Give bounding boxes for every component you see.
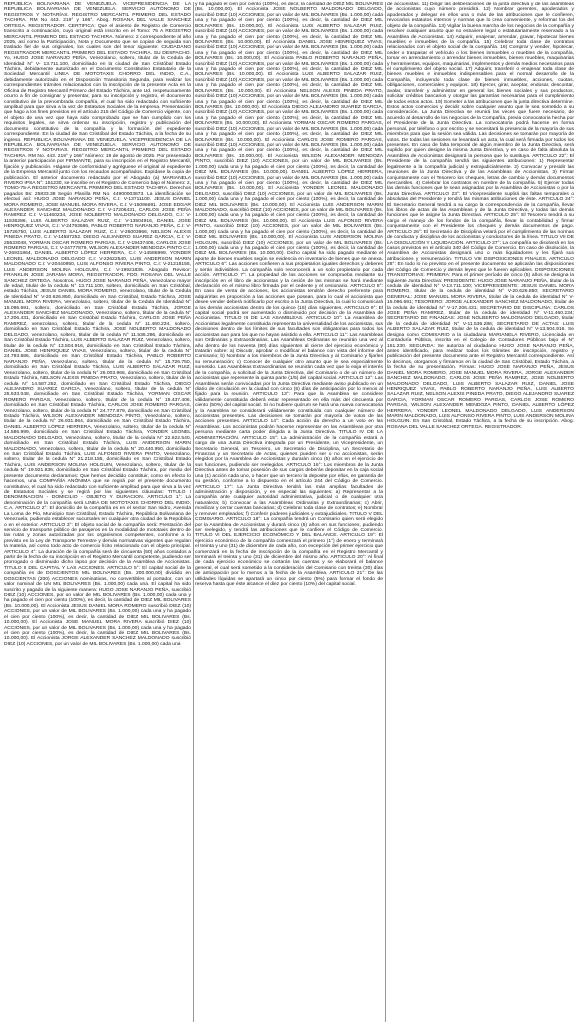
text-column-3 [387, 2, 574, 1022]
column-1-text: REPUBLICA BOLIVARIANA DE VENEZUELA. VICEPRESIDENCIA DE LA REPUBLICA BOLIVARIANA DE VENEZUELA. SERVICIO AUTÓNOMO DE REGISTROS Y NOTARÍAS. REGISTRO MERCANTIL PRIMERO DEL ESTADO TACHIRA. RM No 443. 219° y 166°. Abog. ROSANA DEL VALLE SANCHEZ ORTEGA. REGISTRADOR. CERTIFICA: Que el asiento de Registro de Comercio transcrito a continuación, cuyo original está inscrito en el Tomo: 75 A REGISTRO MERCANTIL PRIMERO DEL ESTADO TACHIRA. Número: 2 correspondiente al año 2025, así como la Participación, Nota y Documento que se copian de seguida son traslado fiel de sus originales, los cuales son del tenor siguiente: CIUDADANO REGISTRADOR MERCANTIL PRIMERO DEL ESTADO TACHIRA. SU DESPACHO. Yo, HUGO JOSE NARANJO PEÑA, Venezolano, soltero, titular de la Cedula de Identidad N° V- 13.711.100, domiciliado en la ciudad de San Cristóbal Estado Táchira, debidamente autorizado en el Documento Constitutivo Estatutario de la Sociedad Mercantil LINEA DE MOTOTAXIS CHORRO DEL INDIO, C.A., debidamente autorizado en el Disposición Transitoria Segunda, para realizar los correspondientes trámites relacionados con la inscripción de la presente Acta en la Oficina de Registro Mercantil Primero del Estado Táchira, ante Ud. respetuosamente ocurro a fin de consignar y presentar, para su inscripción y registro, el documento constitutivo de la prenombrada compañía, el cual ha sido redactado con suficiente amplitud para que sirva a la vez de Estatutos Sociales de la empresa. Presentación que hago a los fines previstos en el artículo 215 del Código de Comercio vigente, con el objeto de una vez que haya sido comprobado que se han cumplido con los requisitos legales, se sirva ordenar su inscripción, registro y publicación del documento constitutivo de la compañía y la formación del expediente correspondiente. En la ciudad de San Cristóbal del Estado Táchira, a la fecha de su ingreso. REPUBLICA BOLIVARIANA DE VENEZUELA. VICEPRESIDENCIA DE LA REPUBLICA BOLIVARIANA DE VENEZUELA. SERVICIO AUTONOMO DE REGISTROS Y NOTARIAS. REGISTRO MERCANTIL PRIMERO DEL ESTADO TACHIRA. RM No. 443. 219° y 166° Número: 19 de agosto de 2025. Por presentado la anterior participación por FIRMANTE, para su inscripción en el Registro Mercantil, fijación y publicación. Hágase de conformidad y agréguese el original al expediente de la Empresa Mercantil junto con los recaudos acompañados. Expídase la copia de publicación. El anterior documento redactado por el Abogado (a) MARIANELA RIVERO IPSA N°: 151230, se inscribe en el Registro de Comercio bajo el Número: 2, TOMO-75-A REGISTRO MERCANTIL PRIMERO DEL ESTADO TACHIRA. Derechos pagados Bs: 25833.38 Según Planilla RM No. 44900003873. La identificación se efectuó así: HUGO JOSE NARANJO PEÑA, C.I: V-13711100. JESUS DANIEL MORA ROMERO, JOSE MANUEL MORA RIVERA, C.I: V-15096691. JOSE EDGAR ALEXANDER SANCHEZ MALDONADO C.I: V-17206431, CARLOS JOSE PEÑA RAMIREZ C.I: V-11460234, JOSE NOLBERTO MALDONADO DELGADO, C.I: V-11536286, LUIS ALBERTO SALAZAR RUIZ, C.I: V-13504916, DANIEL JOSE HENRIQUEZ VIVAS, C.I: V-24793686, PABLO ROBERTO NARANJO PEÑA, C.I: V-15726750, LUIS ALBERTO SALAZAR RUIZ, C.I: V-26003966, NELSON ALEXIS PINEDA PRATO, C.I: V-14587252. DIEGO ALEJANDRO SUAREZ GARCIA, C.I: V-25533048, YORMAN OSCAR ROMERO PARGAS, C.I: V-19437406, CARLOS JOSE ROMERO PARGAS, C.I: V-24777879, WILSON ALEXANDER MENDOZA PINTO C.I: V-26931864, DANIEL ALBERTO LÓPEZ HERRERA, C.I: V-14586999, YONDER LEONEL MALDONADO DELGADO C.I: V-22622540, LUIS ANDERSON MARIN MALDONADO C.I: V-20440950, LUIS ALFONSO RIVERA PINTO, C.I: V-21218155, LUIS ANDERSON MOLINA HOLGUIN, C.I: V-19921836. Abogado Revisor: FRANKLIN JOSE JARAMA MORA, REGISTRADOR, FDO. ROSANA DEL VALLE SANCHEZ ORTEGA. Nosotros, HUGO JOSE NARANJO PEÑA, Venezolano mayor de edad, titular de la cedula N° 13.711.100, soltero, domiciliado en San Cristóbal, estado Táchira, JESUS DANIEL MORA ROMERO, venezolano, titular de la Cedula de Identidad N° V-20.626.850, domiciliado en San Cristóbal, Estado Táchira, JOSE MANUEL MORA RIVERA, Venezolano, soltero, titular de la Cedula de Identidad N° 15.096.691, soltero, domiciliado en San Cristóbal Estado Táchira, JORGE ALEXANDER SANCHEZ MALDONADO, Venezolano, soltero, titular de la cedula N° 17.206.431, domiciliado en San Cristóbal Estado Táchira, CARLOS JOSE PEÑA RAMIREZ, venezolano, soltero, titular de la cedula N° 11.460.234, soltero, domiciliado en San Cristóbal Estado Táchira, JOSE NOLBERTO MALDONADO DELGADO, venezolano, soltero, titular de la cedula N° 11.536.286, domiciliado en San Cristóbal Estado Táchira, LUIS ALBERTO SALAZAR RUIZ, Venezolano, soltero, titular de la cedula N° 13.504.916, domiciliado en San Cristóbal Estado Táchira, DANIEL JOSE HENRIQUEZ VIVAS, Venezolano, soltero, titular de la cedula N° 24.793.686, domiciliado en San Cristóbal Estado Táchira, PABLO ROBERTO NARANJO PEÑA, Venezolano, soltero, titular de la cedula N° 15.726.750, domiciliado en San Cristóbal Estado Táchira, LUIS ALBERTO SALAZAR RUIZ, Venezolano, soltero, titular de la cedula N° 26.003.966, domiciliado en San Cristóbal Estado Táchira, NELSON ALEXIS PINEDA PRATO, Venezolano, soltero, titular de la cedula N° 14.587.252, domiciliado en San Cristóbal Estado Táchira, DIEGO ALEJANDRO SUAREZ GARCIA, Venezolano, soltero, titular de la cedula N° 25.533.048, domiciliado en San Cristóbal Estado Táchira, YORMAN OSCAR ROMERO PARGAS, Venezolano, soltero, titular de la cedula N° 19.437.406, domiciliado en San Cristóbal Estado Táchira, CARLOS JOSE ROMERO PARGAS, Venezolano, soltero, titular de la cedula N° 24.777.879, domiciliado en San Cristóbal Estado Táchira, WILSON ALEXANDER MENDOZA PINTO, Venezolano, soltero, titular de la cedula N° 26.931.864, domiciliado en San Cristóbal Estado Táchira, DANIEL ALBERTO LÓPEZ HERRERA, Venezolano, soltero, titular de la cedula N° 14.586.999, domiciliado en San Cristóbal Estado Táchira, YONDER LEONEL MALDONADO DELGADO, Venezolano, soltero, titular de la cedula N° 22.622.540, domiciliado en San Cristóbal Estado Táchira, LUIS ANDERSON MARIN MALDONADO, Venezolano, soltero, titular de la cedula N° 20.440.950, domiciliado en San Cristóbal Estado Táchira, LUIS ALFONSO RIVERA PINTO, Venezolano, soltero, titular de la cedula N° 21.218.155, domiciliado en San Cristóbal Estado Táchira, LUIS ANDERSON MOLINA HOLGUIN, Venezolano, soltero, titular de la cedula N° 19.921.836, domiciliado en San Cristóbal Estado Táchira, por medio del presente documento declaramos: Que hemos decidido constituir, como en efecto lo hacemos, una COMPAÑÍA ANÓNIMA que se regirá por el presente documento constitutivo, el cual ha sido redactado con suficiente amplitud para que sirva a la vez de Estatutos Sociales y se regirá por las siguientes cláusulas: TITULO I DENOMINACION - DOMICILIO - OBJETO Y DURACION. ARTICULO 1°: La denominación de la compañía será LINEA DE MOTOTAXIS CHORRO DEL INDIO, C.A. ARTICULO 2°: El domicilio de la compañía es en el sector San Isidro, Avenida La Loma de Pío, Municipio San Cristóbal, Estado Táchira, República Bolivariana de Venezuela, pudiendo establecer sucursales en cualquier otra ciudad de la República o en el exterior. ARTICULO 3°: El objeto social de la compañía será: Prestación del servicio de transporte público de pasajeros en la modalidad de mototaxis dentro de las rutas y zonas autorizadas por los organismos competentes, conforme a lo previsto en la Ley de Transporte Terrestre y demás normativas vigentes que regulan la materia, así como todo acto de comercio lícito relacionado con el objeto principal. ARTICULO 4°: La duración de la compañía será de cincuenta (50) años contados a partir de la fecha de su inscripción en el Registro Mercantil competente, pudiendo ser prorrogado o disminuido dicho lapso por decisión de la Asamblea de Accionistas. TITULO II DEL CAPITAL Y LAS ACCIONES. ARTICULO 5°: El capital social de la compañía es de DOSCIENTOS MIL BOLIVARES (Bs. 200.000,00) dividido en DOSCIENTAS (200) ACCIONES nominativas, no convertibles al portador, con un valor nominal de UN MIL BOLIVARES (Bs. 1.000,00) cada una. El capital ha sido suscrito y pagado de la siguiente manera: HUGO JOSE NARANJO PEÑA, suscribió DIEZ (10) ACCIONES, por un valor de MIL BOLIVARES (Bs. 1.000,00) cada una y ha pagado el cien por ciento (100%), es decir, la cantidad de DIEZ MIL BOLIVARES (Bs. 10.000,00). El Accionista JESUS DANIEL MORA ROMERO suscribió DIEZ (10) ACCIONES, por un valor de MIL BOLIVARES (Bs. 1.000,00) cada una y ha pagado el cien por ciento (100%), es decir, la cantidad de DIEZ MIL BOLIVARES (Bs. 10.000,00). El Accionista JOSE MANUEL MORA RIVERA suscribió DIEZ (10) ACCIONES, por un valor de MIL BOLIVARES (Bs. 1.000,00) cada una y ha pagado el cien por ciento (100%), es decir, la cantidad de DIEZ MIL BOLIVARES (Bs. 10.000,00). El Accionista JORGE ALEXANDER SANCHEZ MALDONADO suscribió DIEZ (10) ACCIONES, por un valor de MIL BOLIVARES (Bs. 1.000,00) cada una [4, 2, 191, 647]
column-3-text: de accionistas. 11) Dirigir las deliberaciones de la junta directiva y de las asambleas de accionistas cuyo número presidirá. 12) Nombrar gerentes, apoderados y apoderados y delegar en ellos una o más de las atribuciones que le confieren, revocarlos estatutos internos y normas que lo crea conveniente, y reformar los del objeto de la compañía. 13) Vigilar la buena marcha de los negocios de la compañía y resolver cualquier asunto que no estuviere legal o estatutariamente reservado a la Asamblea de Accionistas. 14) Adquirir, enajenar, arrendar, gravar, hipotecar bienes muebles e inmuebles de la compañía. 15) Celebrar toda clase de contratos relacionados con el objeto social de la compañía. 16) Comprar y vender, hipotecar, ceder o traspasar el vehículo o los bienes inmuebles o muebles de la compañía, tomar en arrendamiento o arrendar bienes inmuebles, bienes muebles, maquinarias y herramientas, equipos, maquinarias, implementos y demás medios necesarios para el cumplimiento del objeto social. 17) Adquirir, transferir o enajenar toda clase de bienes muebles e inmuebles indispensables para el normal desarrollo de la Compañía, incluyendo toda clase de bienes inmuebles, acciones, cuotas, obligaciones, comerciales y equipos. 18) Ejercer, girar, aceptar, endosar, descontar, avalar, transferir y administrar en general los bienes sociales y sus productos, solicitar créditos bancarios y otorgar las garantías necesarias para el cumplimiento de todos estos actos. 19) Someter a las atribuciones que la junta directiva determine. Estos actos comercios y decidir sobre cualquier asunto que le sea sometido a su consideración. La Junta Directiva se reunirá las veces que fuere necesario, de acuerdo al desarrollo de los negocios de la Compañía, previa convocatoria hecha por el Presidente de la Junta Directiva. La convocatoria podrá hacerse en forma personal, por teléfono o por escrito y se necesitará la presencia de la mayoría de sus miembros para que la sesión sea válida. Las decisiones se tomarán por mayoría de votos. De todas las sesiones se levantará un acta, la cual será firmada por todos los presentes. En caso de falta temporal de algún miembro de la Junta Directiva, será suplido por quien designe la misma Junta Directiva, y en caso de falta absoluta la Asamblea de Accionistas designará la persona que lo sustituya. ARTICULO 22°: El Presidente de la compañía tendrá las siguientes atribuciones: 1) Representar legalmente a la compañía judicial y extrajudicialmente. 2) Convocar y presidir las reuniones de la Junta Directiva y de las Asambleas de Accionistas. 3) Firmar conjuntamente con el Tesorero los cheques, letras de cambio y demás documentos mercantiles. 4) Celebrar los contratos en nombre de la compañía. 5) Ejercer todas las demás funciones que le sean asignadas por la Asamblea de Accionistas o por la Junta Directiva. ARTICULO 23°: El Vicepresidente suplirá las faltas temporales o absolutas del Presidente y tendrá las mismas atribuciones de éste. ARTICULO 24°: El Secretario General tendrá a su cargo la correspondencia de la compañía, llevar los libros de actas de las Asambleas y de la Junta Directiva, y todas las demás funciones que le asigne la Junta Directiva. ARTICULO 25°: El Tesorero tendrá a su cargo el manejo de los fondos de la compañía, llevar la contabilidad y firmar conjuntamente con el Presidente los cheques y demás documentos de pago. ARTICULO 26°: El Secretario de Disciplina velará por el cumplimiento de las normas de conducta y disciplina de los accionistas y conductores de la línea. TITULO VII DE LA DISOLUCIÓN Y LIQUIDACIÓN. ARTICULO 27°: La compañía se disolverá en los casos previstos en el artículo 340 del Código de Comercio. En caso de disolución, la Asamblea de Accionistas designará uno o más liquidadores y les fijará sus atribuciones y remuneración. TITULO VIII DISPOSICIONES FINALES. ARTICULO 28°: En todo lo no previsto en el presente documento se aplicarán las disposiciones del Código de Comercio y demás leyes que le fueren aplicables. DISPOSICIONES TRANSITORIAS: PRIMERA: Para el primer período de cinco (5) años se designa la siguiente Junta Directiva: PRESIDENTE: HUGO JOSE NARANJO PEÑA, titular de la cedula de identidad N° V-13.711.100; VICEPRESIDENTE: JESUS DANIEL MORA ROMERO, titular de la cedula de identidad N° V-20.626.850; SECRETARIO GENERAL: JOSE MANUEL MORA RIVERA, titular de la cedula de identidad N° V-15.096.691; TESORERO: JORGE ALEXANDER SANCHEZ MALDONADO, titular de la cedula de identidad N° V-17.206.431; SECRETARIO DE DISCIPLINA: CARLOS JOSE PEÑA RAMIREZ, titular de la cedula de identidad N° V-11.460.234; SECRETARIO DE FINANZAS: JOSE NOLBERTO MALDONADO DELGADO, titular de la cedula de identidad N° V-11.536.286; SECRETARIO DE ACTAS: LUIS ALBERTO SALAZAR RUIZ, titular de la cedula de identidad N° V-13.504.916. Se designa como COMISARIO a la ciudadana MARIANELA RIVERO, Licenciada en Contaduría Pública, inscrita en el Colegio de Contadores Públicos bajo el N° 151.230. SEGUNDA: Se autoriza al ciudadano HUGO JOSE NARANJO PEÑA, antes identificado, para realizar todos los trámites de inscripción, registro y publicación del presente documento ante el Registro Mercantil correspondiente. Así lo decimos, otorgamos y firmamos en la ciudad de San Cristóbal, Estado Táchira, a la fecha de su presentación. Firmas: HUGO JOSE NARANJO PEÑA, JESUS DANIEL MORA ROMERO, JOSE MANUEL MORA RIVERA, JORGE ALEXANDER SANCHEZ MALDONADO, CARLOS JOSE PEÑA RAMIREZ, JOSE NOLBERTO MALDONADO DELGADO, LUIS ALBERTO SALAZAR RUIZ, DANIEL JOSE HENRIQUEZ VIVAS, PABLO ROBERTO NARANJO PEÑA, LUIS ALBERTO SALAZAR RUIZ, NELSON ALEXIS PINEDA PRATO, DIEGO ALEJANDRO SUAREZ GARCIA, YORMAN OSCAR ROMERO PARGAS, CARLOS JOSE ROMERO PARGAS, WILSON ALEXANDER MENDOZA PINTO, DANIEL ALBERTO LÓPEZ HERRERA, YONDER LEONEL MALDONADO DELGADO, LUIS ANDERSON MARIN MALDONADO, LUIS ALFONSO RIVERA PINTO, LUIS ANDERSON MOLINA HOLGUIN. En San Cristóbal, Estado Táchira, a la fecha de su inscripción. Abog. ROSANA DEL VALLE SANCHEZ ORTEGA. REGISTRADOR. [387, 2, 574, 430]
text-column-1 [4, 2, 191, 1022]
text-column-2 [195, 2, 383, 1022]
column-divider-1 [193, 2, 194, 1022]
column-divider-2 [385, 2, 386, 1022]
column-2-text: y ha pagado el cien por ciento (100%), es decir, la cantidad de DIEZ MIL BOLIVARES (Bs. 10.000,00). El Accionista JOSE NOLBERTO MALDONADO DELGADO, suscribió DIEZ (10) ACCIONES, por un valor de MIL BOLIVARES (Bs. 1.000,00) cada una y ha pagado el cien por ciento (100%), es decir, la cantidad de DIEZ MIL BOLIVARES (Bs. 10.000,00). El Accionista LUIS ALBERTO SALAZAR RUIZ, suscribió DIEZ (10) ACCIONES, por un valor de MIL BOLIVARES (Bs. 1.000,00) cada una y ha pagado el cien por ciento (100%), es decir, la cantidad de DIEZ MIL BOLIVARES (Bs. 10.000,00). El Accionista DANIEL JOSE HENRIQUEZ VIVAS, suscribió DIEZ (10) ACCIONES, por un valor de MIL BOLIVARES (Bs. 1.000,00) cada una y ha pagado el cien por ciento (100%), es decir, la cantidad de DIEZ MIL BOLIVARES (Bs. 10.000,00). El Accionista PABLO ROBERTO NARANJO PEÑA, suscribió DIEZ (10) ACCIONES, por un valor de MIL BOLIVARES (Bs. 1.000,00) cada una y ha pagado el cien por ciento (100%), es decir, la cantidad de DIEZ MIL BOLIVARES (Bs. 10.000,00). El Accionista LUIS ALBERTO SALAZAR RUIZ, suscribió DIEZ (10) ACCIONES, por un valor de MIL BOLIVARES (Bs. 1.000,00) cada una y ha pagado el cien por ciento (100%), es decir, la cantidad de DIEZ MIL BOLIVARES (Bs. 10.000,00). El Accionista NELSON ALEXIS PINEDA PRATO, suscribió DIEZ (10) ACCIONES, por un valor de MIL BOLIVARES (Bs. 1.000,00) cada una y ha pagado el cien por ciento (100%), es decir, la cantidad de DIEZ MIL BOLIVARES (Bs. 10.000,00). El Accionista DIEGO ALEJANDRO SUAREZ GARCIA, suscribió DIEZ (10) ACCIONES, por un valor de MIL BOLIVARES (Bs. 1.000,00) cada una y ha pagado el cien por ciento (100%), es decir, la cantidad de DIEZ MIL BOLIVARES (Bs. 10.000,00). El Accionista YORMAN OSCAR ROMERO PARGAS, suscribió DIEZ (10) ACCIONES, por un valor de MIL BOLIVARES (Bs. 1.000,00) cada una y ha pagado el cien por ciento (100%), es decir, la cantidad de DIEZ MIL BOLIVARES (Bs. 10.000,00). El Accionista CARLOS JOSE ROMERO PARGAS, suscribió DIEZ (10) ACCIONES, por un valor de MIL BOLIVARES (Bs. 1.000,00) cada una y ha pagado el cien por ciento (100%), es decir, la cantidad de DIEZ MIL BOLIVARES (Bs. 10.000,00). El Accionista WILSON ALEXANDER MENDOZA PINTO, suscribió DIEZ (10) ACCIONES, por un valor de MIL BOLIVARES (Bs. 1.000,00) cada una y ha pagado el cien por ciento (100%), es decir, la cantidad de DIEZ MIL BOLIVARES (Bs. 10.000,00). DANIEL ALBERTO LÓPEZ HERRERA, suscribió DIEZ (10) ACCIONES, por un valor de MIL BOLIVARES (Bs. 1.000,00) cada una y ha pagado el cien por ciento (100%), es decir, la cantidad de DIEZ MIL BOLIVARES (Bs. 10.000,00). El Accionista YONDER LEONEL MALDONADO DELGADO, suscribió DIEZ (10) ACCIONES, por un valor de MIL BOLIVARES (Bs. 1.000,00) cada una y ha pagado el cien por ciento (100%), es decir, la cantidad de DIEZ MIL BOLIVARES (Bs. 10.000,00). El Accionista LUIS ANDERSON MARIN MALDONADO, suscribió DIEZ (10) ACCIONES, por un valor de MIL BOLIVARES (Bs. 1.000,00) cada una y ha pagado el cien por ciento (100%), es decir, la cantidad de DIEZ MIL BOLIVARES (Bs. 10.000,00). El Accionista LUIS ALFONSO RIVERA PINTO, suscribió DIEZ (10) ACCIONES, por un valor de MIL BOLIVARES (Bs. 1.000,00) cada una y ha pagado el cien por ciento (100%), es decir, la cantidad de DIEZ MIL BOLIVARES (Bs. 10.000,00). El Accionista LUIS ANDERSON MOLINA HOLGUIN, suscribió DIEZ (10) ACCIONES, por un valor de MIL BOLIVARES (Bs. 1.000,00) cada una y ha pagado el cien por ciento (100%), es decir, la cantidad de DIEZ MIL BOLIVARES (Bs. 10.000,00). Dicho capital ha sido pagado mediante el aporte de bienes muebles según se evidencia en inventario de bienes que se anexa. ARTICULO 6°: Las acciones confieren a sus propietarios iguales derechos y deberes y serán indivisibles. La compañía solo reconocerá a un solo propietario por cada acción. ARTICULO 7°: La propiedad de las acciones se comprueba mediante su inscripción en el libro de accionistas y la cesión de las mismas se hará mediante declaración en el mismo libro firmada por el cedente y el cesionario. ARTICULO 8°: En caso de venta de acciones, los accionistas tendrán derecho preferente para adquirirlas en proporción a las acciones que posean, para lo cual el accionista que desee vender deberá notificarlo por escrito a la Junta Directiva, la cual lo comunicará a los demás accionistas dentro de los quince (15) días siguientes. ARTICULO 9°: El capital social podrá ser aumentado o disminuido por decisión de la Asamblea de Accionistas. TITULO III DE LAS ASAMBLEAS. ARTICULO 10°: La Asamblea de Accionistas legalmente constituida representa la universalidad de los accionistas, sus decisiones dentro de los límites de sus facultades son obligatorias para todos los accionistas aun para los que no hayan asistido a ella. ARTICULO 11°: Las Asambleas son Ordinarias y Extraordinarias. Las Asambleas Ordinarias se reunirán una vez al año dentro de los noventa (90) días siguientes al cierre del ejercicio económico y tratarán sobre: a) Discutir, aprobar o modificar el balance con vista del informe del Comisario; b) Nombrar a los miembros de la Junta Directiva y al Comisario y fijarles su remuneración; c) Conocer de cualquier otro asunto que le sea especialmente sometido. Las Asambleas Extraordinarias se reunirán cada vez que lo exija el interés de la compañía, a solicitud de la Junta Directiva, del Comisario o de un número de accionistas que represente la quinta parte (1/5) del capital social. ARTICULO 12°: Las Asambleas serán convocadas por la Junta Directiva mediante aviso publicado en un diario de circulación en la ciudad con cinco (5) días de anticipación por lo menos al fijado para la reunión. ARTICULO 13°: Para que la Asamblea se considere válidamente constituida deberá estar representado en ella más del cincuenta por ciento (50%) del capital social. Si no hubiere quórum se hará una nueva convocatoria y la Asamblea se considerará válidamente constituida con cualquier número de accionistas presentes. Las decisiones se tomarán por mayoría de votos de las acciones presentes. ARTICULO 14°: Cada acción da derecho a un voto en las Asambleas. Los accionistas podrán hacerse representar en las Asambleas por otra persona mediante carta poder dirigida a la Junta Directiva. TITULO IV DE LA ADMINISTRACIÓN. ARTICULO 15°: La administración de la compañía estará a cargo de una Junta Directiva integrada por un Presidente, un Vicepresidente, un Secretario General, un Tesorero, un Secretario de Disciplina, un Secretario de Finanzas y un Secretario de Actas, quienes pueden ser o no accionistas, serán elegidos por la Asamblea de Accionistas y durarán cinco (5) años en el ejercicio de sus funciones, pudiendo ser reelegidos. ARTICULO 16°: Los miembros de la Junta Directiva antes de tomar posesión de sus cargos deberán depositar en la caja social una (1) acción cada uno, o hacer que un tercero la deposite por ellos, en garantía de su gestión, conforme a lo dispuesto en el artículo 244 del Código de Comercio. ARTICULO 17°: La Junta Directiva tendrá las más amplias facultades de administración y disposición, y en especial las siguientes: a) Representar a la compañía ante cualquier autoridad administrativa, judicial o de cualquier otra naturaleza; b) Convocar a las Asambleas Ordinarias y Extraordinarias; c) Abrir, movilizar y cerrar cuentas bancarias; d) Celebrar toda clase de contratos; e) Nombrar y remover empleados; f) Conferir poderes judiciales y extrajudiciales. TITULO V DEL COMISARIO. ARTICULO 18°: La compañía tendrá un Comisario quien será elegido por la Asamblea de Accionistas y durará cinco (5) años en sus funciones, pudiendo ser reelegido, y tendrá las atribuciones que le confiere el Código de Comercio. TITULO VI DEL EJERCICIO ECONÓMICO Y DEL BALANCE. ARTICULO 19°: El ejercicio económico de la compañía comenzará el primero (1°) de enero y terminará el treinta y uno (31) de diciembre de cada año, con excepción del primer ejercicio que comenzará en la fecha de inscripción de la compañía en el Registro Mercantil y terminará el treinta y uno (31) de diciembre del mismo año. ARTICULO 20°: Al final de cada ejercicio económico se cortarán las cuentas y se elaborará el balance general, el cual será sometido a la consideración del Comisario con treinta (30) días de anticipación por lo menos a la fecha de la Asamblea. ARTICULO 21°: De las utilidades líquidas se apartará un cinco por ciento (5%) para formar el fondo de reserva hasta que éste alcance el diez por ciento (10%) del capital social. [195, 2, 383, 588]
